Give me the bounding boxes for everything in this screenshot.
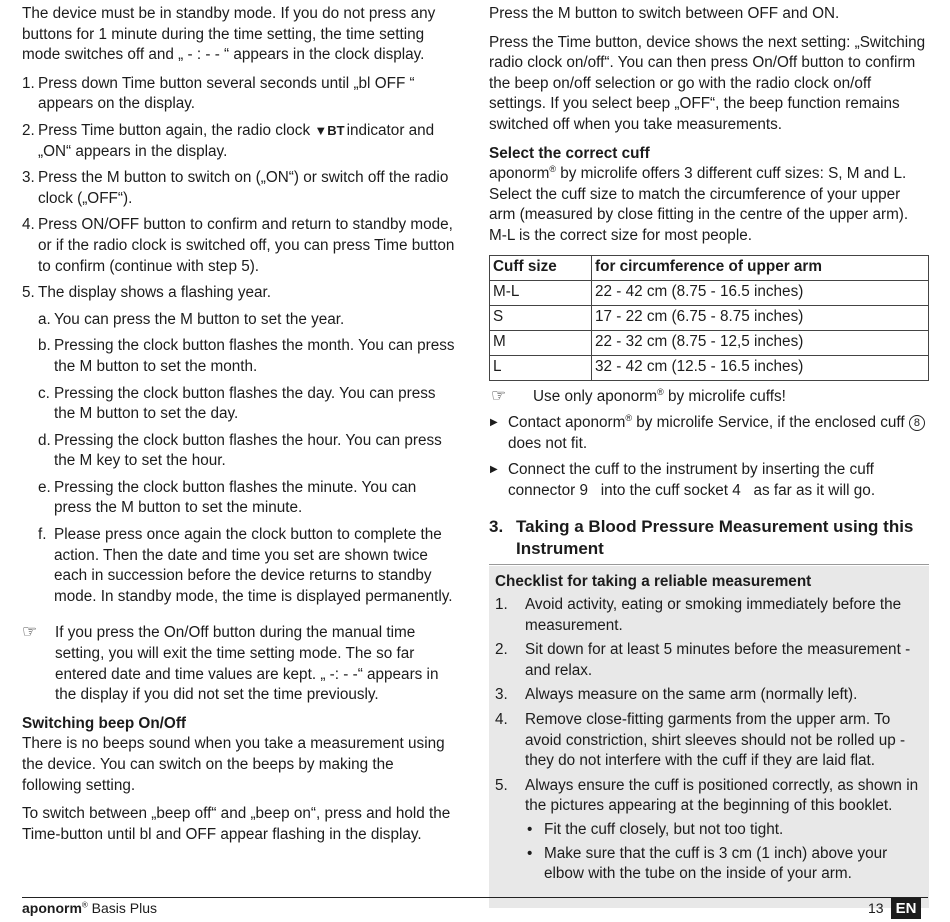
cuff-heading: Select the correct cuff — [489, 144, 650, 162]
substep-item: d. Pressing the clock button flashes the hour. You can press the M key to set the hour. — [38, 431, 442, 470]
circled-number-icon: 8 — [909, 415, 925, 431]
step-item: 3. Press the M button to switch on („ON“) or switch off the radio clock („OFF“). — [22, 169, 449, 207]
list-item: • Fit the cuff closely, but not too tight. — [525, 820, 923, 841]
cuff-instructions — [489, 413, 929, 501]
checklist-item: 3. Always measure on the same arm (normally left). — [495, 686, 858, 704]
cuff-note: ☞ Use only aponorm® by microlife cuffs! — [491, 385, 786, 405]
page-number: 13 — [868, 900, 884, 916]
right-column — [489, 4, 929, 908]
checklist-box — [489, 566, 929, 908]
footer-product: aponorm® Basis Plus — [22, 900, 158, 916]
step-item: 1. Press down Time button several seconds until „bl OFF “ appears on the display. — [22, 74, 415, 113]
table-row: M 22 - 32 cm (8.75 - 12,5 inches) — [490, 330, 929, 355]
substep-item: f. Please press once again the clock button to complete the action. Then the date and time you set are shown twice each in succession before the device returns to standby mode. In standby mode, the time is displayed permanently. — [38, 526, 453, 605]
date-setting-substeps — [22, 310, 457, 608]
section-divider — [489, 564, 929, 565]
section-heading: 3. Taking a Blood Pressure Measurement using this Instrument — [489, 516, 914, 558]
list-item: ▶ Contact aponorm® by microlife Service, if the enclosed cuff 8 does not fit. — [489, 413, 929, 454]
cuff-fit-bullets — [525, 820, 923, 885]
cuff-paragraph: aponorm® by microlife offers 3 different cuff sizes: S, M and L. Select the cuff size to match the circumference of your upper arm (measured by close fitting in the centre of the upper arm). M-L is the correct size for most people. — [489, 164, 909, 244]
step-item: 2. Press Time button again, the radio clock ▼BT indicator and „ON“ appears in the display. — [22, 121, 435, 160]
table-row: M-L 22 - 42 cm (8.75 - 16.5 inches) — [490, 280, 929, 305]
time-setting-steps — [22, 74, 457, 608]
footer-divider — [22, 897, 928, 898]
pointing-hand-icon: ☞ — [22, 622, 38, 642]
radio-clock-icon: ▼BT — [314, 122, 345, 138]
substep-item: c. Pressing the clock button flashes the day. You can press the M button to set the day. — [38, 384, 436, 423]
list-item: ▶ Connect the cuff to the instrument by inserting the cuff connector 9 into the cuff socket 4 as far as it will go. — [490, 461, 876, 499]
checklist-item: 5. Always ensure the cuff is positioned correctly, as shown in the pictures appearing at the beginning of this booklet. • Fit the cuff closely, but not too tight. • Make sure that the cuff is 3 cm (1 inch) above your elbow with the tube on the inside of your arm. — [495, 776, 923, 885]
table-header-row — [490, 255, 929, 280]
bullet-icon: • — [527, 821, 533, 839]
column-header: Cuff size — [490, 255, 592, 280]
time-button-paragraph: Press the Time button, device shows the next setting: „Switching radio clock on/off“. You can then press On/Off button to confirm the beep on/off selection or go with the radio clock on/off settings. If you select beep „OFF“, the beep function remains switched off when you take measurements. — [489, 33, 926, 133]
language-badge: EN — [891, 898, 921, 919]
bullet-icon: • — [527, 844, 533, 862]
table-row: L 32 - 42 cm (12.5 - 16.5 inches) — [490, 355, 929, 380]
cuff-size-table — [489, 255, 929, 381]
intro-paragraph: The device must be in standby mode. If you do not press any buttons for 1 minute during the time setting, the time setting mode switches off and „ - : - - “ appears in the clock display. — [22, 5, 436, 64]
checklist — [495, 595, 923, 885]
checklist-title: Checklist for taking a reliable measurement — [495, 572, 812, 590]
triangle-bullet-icon: ▶ — [490, 464, 498, 476]
switch-paragraph: Press the M button to switch between OFF and ON. — [489, 5, 840, 22]
column-header: for circumference of upper arm — [592, 255, 929, 280]
beep-paragraph-1: There is no beeps sound when you take a measurement using the device. You can switch on the beeps by making the following setting. — [22, 735, 445, 794]
beep-paragraph-2: To switch between „beep off“ and „beep on“, press and hold the Time-button until bl and OFF appear flashing in the display. — [22, 805, 451, 843]
time-setting-note: ☞ If you press the On/Off button during the manual time setting, you will exit the time setting mode. The so far entered date and time values are kept. „ -: - -“ appears in the display if you did not set the time previously. — [22, 622, 439, 704]
substep-item: e. Pressing the clock button flashes the minute. You can press the M button to set the minute. — [38, 478, 417, 517]
table-row: S 17 - 22 cm (6.75 - 8.75 inches) — [490, 305, 929, 330]
checklist-item: 2. Sit down for at least 5 minutes before the measurement - and relax. — [495, 641, 911, 679]
beep-heading: Switching beep On/Off — [22, 714, 187, 732]
left-column — [22, 4, 457, 853]
pointing-hand-icon: ☞ — [491, 385, 507, 405]
triangle-bullet-icon: ▶ — [490, 417, 498, 429]
step-item: 5. The display shows a flashing year. a. You can press the M button to set the year. b. Pressing the clock button flashes the month. You can press the M button to set the month. c. Pressing the clock button flashes the day. You can press the M button to set the day. d. Pressing the clock button flashes the hour. You can press the M key to set the hour. e. Pressing the clock button flashes the minute. You can press the M button to set the minute. f. Please press once again the clock button to complete the action. Then the date and time you set are shown twice each in succession before the device returns to standby mode. In standby mode, the time is displayed permanently. — [22, 283, 457, 607]
substep-item: b. Pressing the clock button flashes the month. You can press the M button to set the month. — [38, 337, 455, 375]
checklist-item: 4. Remove close-fitting garments from the upper arm. To avoid constriction, shirt sleeves should not be rolled up - they do not interfere with the cuff if they are laid flat. — [495, 711, 906, 770]
step-item: 4. Press ON/OFF button to confirm and return to standby mode, or if the radio clock is switched off, you can press Time button to confirm (continue with step 5). — [22, 216, 455, 275]
substep-item: a. You can press the M button to set the year. — [38, 310, 345, 328]
checklist-item: 1. Avoid activity, eating or smoking immediately before the measurement. — [495, 596, 902, 634]
list-item: • Make sure that the cuff is 3 cm (1 inch) above your elbow with the tube on the inside of your arm. — [527, 844, 888, 883]
